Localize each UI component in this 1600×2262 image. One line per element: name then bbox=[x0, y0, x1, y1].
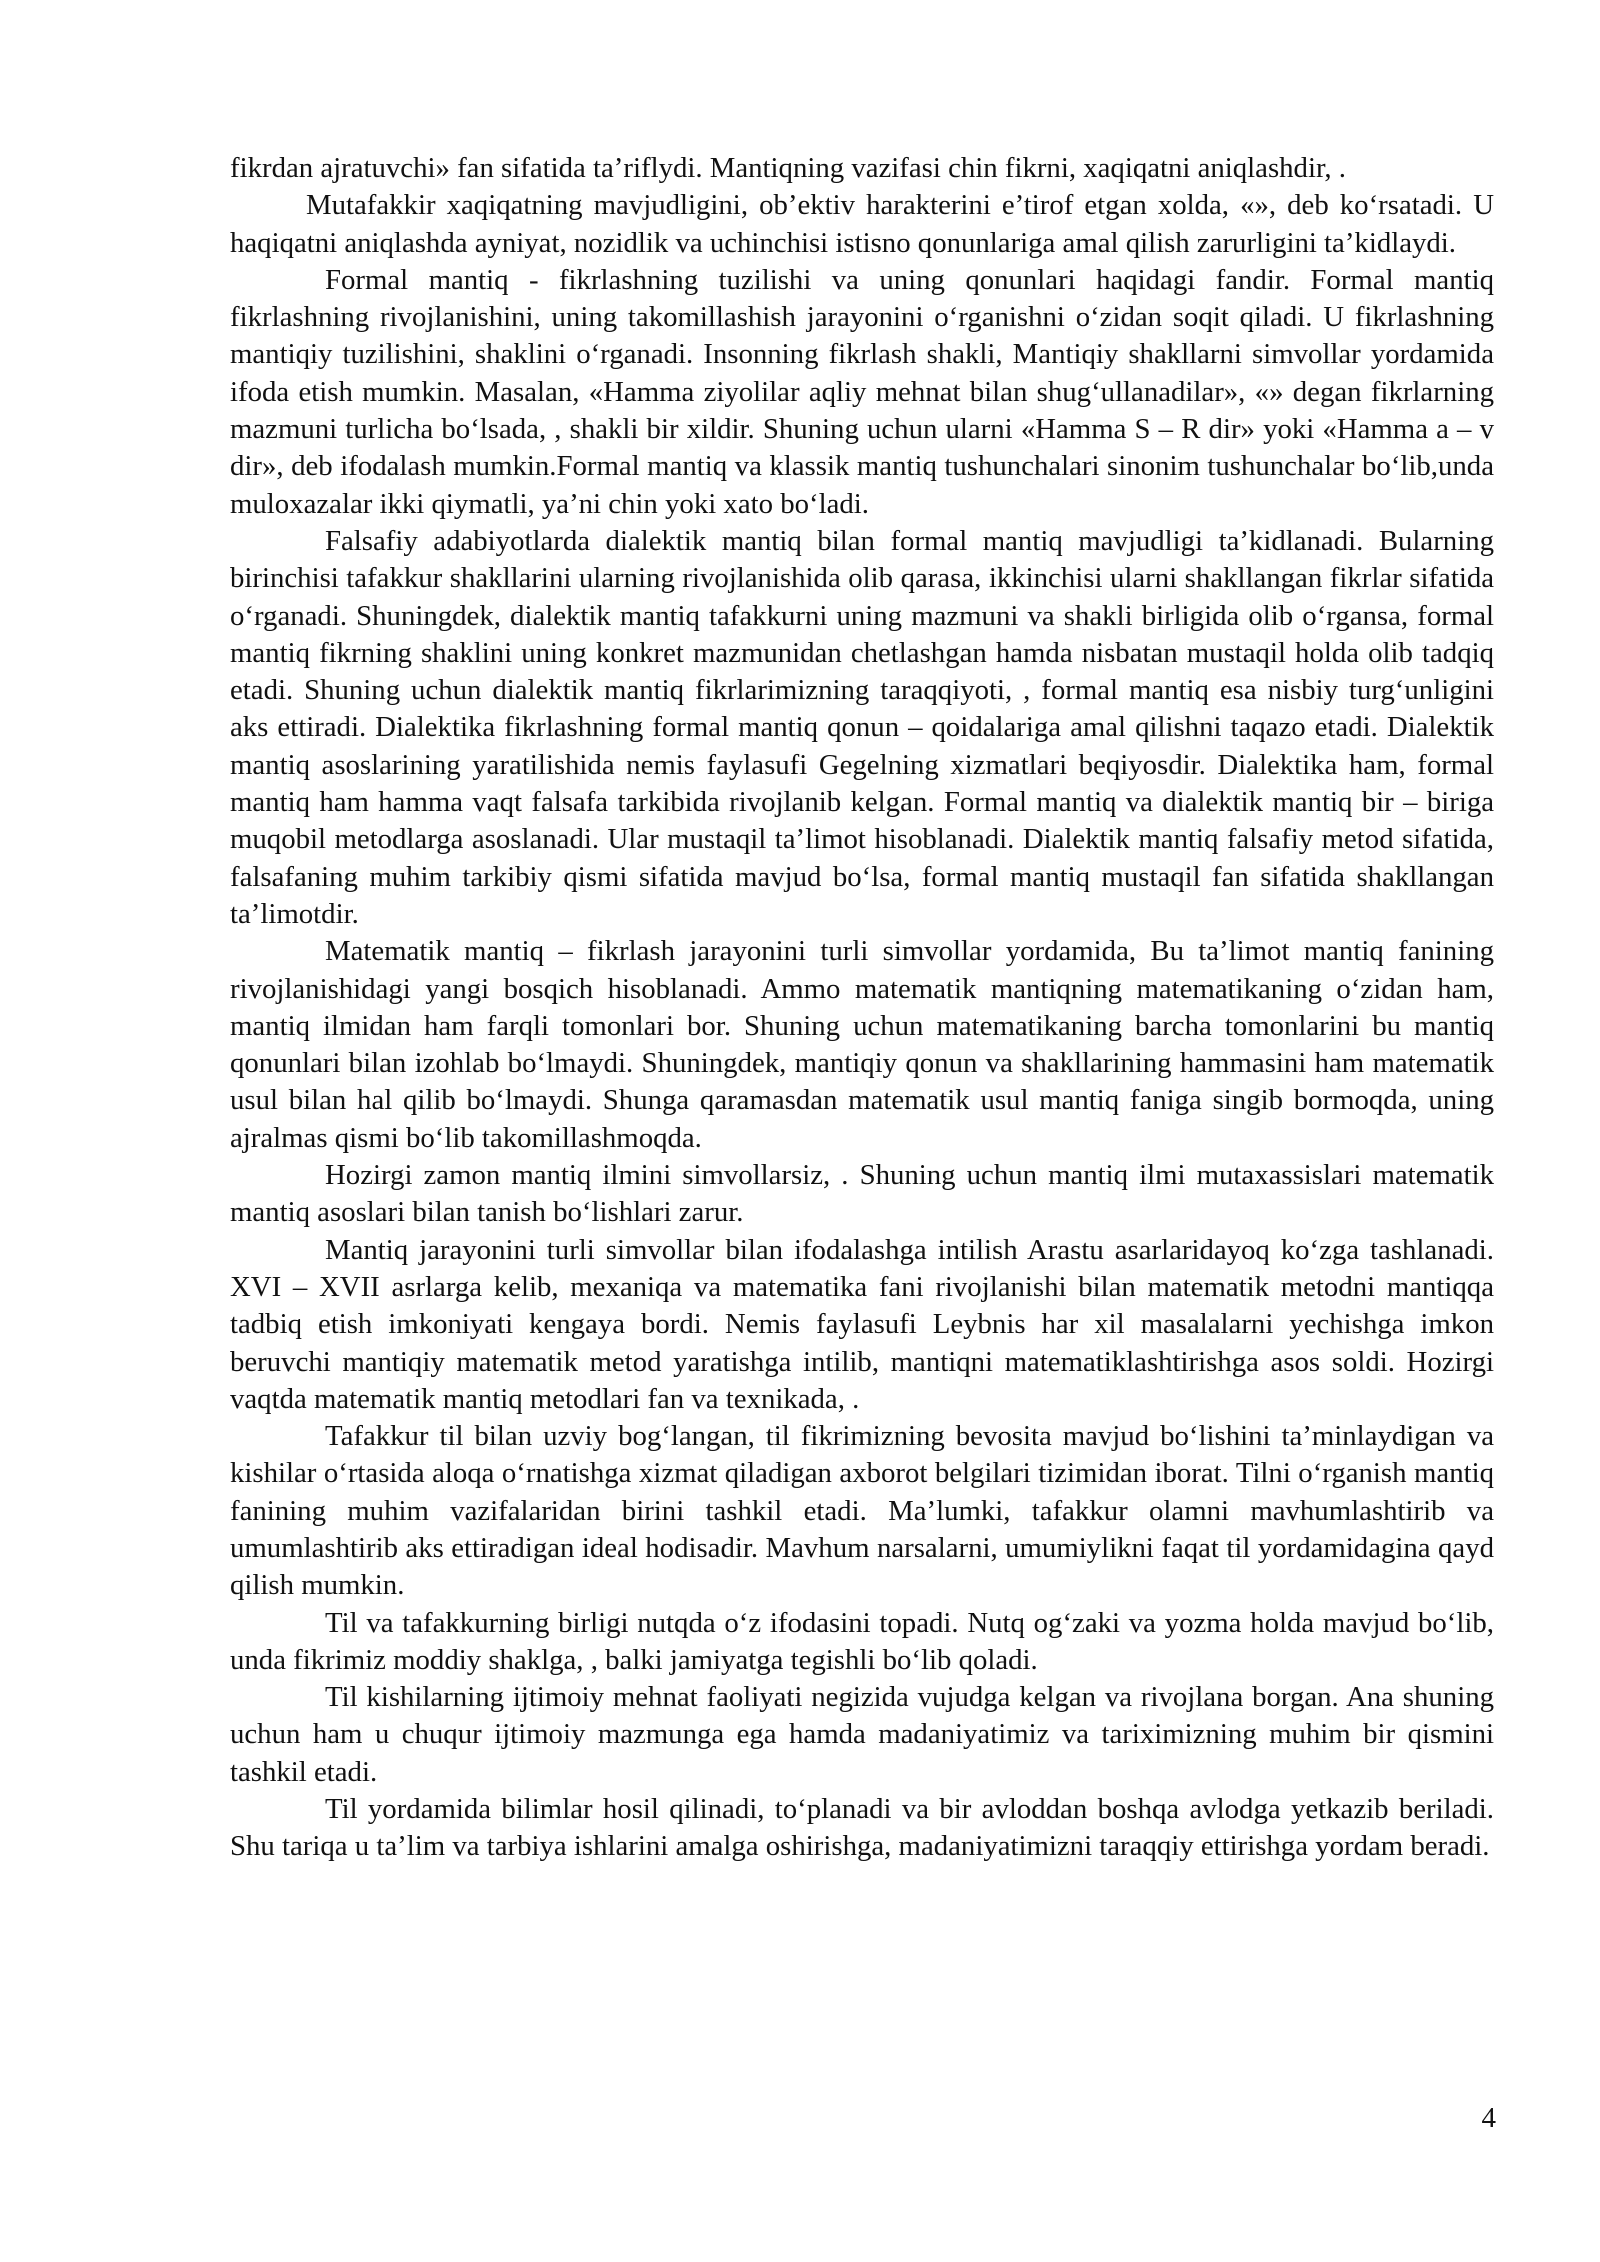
paragraph: Til kishilarning ijtimoiy mehnat faoliyati negizida vujudga kelgan va rivojlana borgan. Ana shuning uchun ham u chuqur ijtimoiy mazmunga ega hamda madaniyatimiz va tariximizning muhim bir qismini tashkil etadi. bbox=[230, 1681, 1494, 1788]
paragraph: Mutafakkir xaqiqatning mavjudligini, ob’ektiv harakterini e’tirof etgan xolda, «», deb ko‘rsatadi. U haqiqatni aniqlashda ayniyat, nozidlik va uchinchisi istisno qonunlariga amal qilish zarurligini ta’kidlaydi. bbox=[230, 189, 1494, 259]
paragraph: Falsafiy adabiyotlarda dialektik mantiq bilan formal mantiq mavjudligi ta’kidlanadi. Bularning birinchisi tafakkur shakllarini ularning rivojlanishida olib qarasa, ikkinchisi ularni shakllangan fikrlar sifatida o‘rganadi. Shuningdek, dialektik mantiq tafakkurni uning mazmuni va shakli birligida olib o‘rgansa, formal mantiq fikrning shaklini uning konkret mazmunidan chetlashgan hamda nisbatan mustaqil holda olib tadqiq etadi. Shuning uchun dialektik mantiq fikrlarimizning taraqqiyoti, , formal mantiq esa nisbiy turg‘unligini aks ettiradi. Dialektika fikrlashning formal mantiq qonun – qoidalariga amal qilishni taqazo etadi. Dialektik mantiq asoslarining yaratilishida nemis faylasufi Gegelning xizmatlari beqiyosdir. Dialektika ham, formal mantiq ham hamma vaqt falsafa tarkibida rivojlanib kelgan. Formal mantiq va dialektik mantiq bir – biriga muqobil metodlarga asoslanadi. Ular mustaqil ta’limot hisoblanadi. Dialektik mantiq falsafiy metod sifatida, falsafaning muhim tarkibiy qismi sifatida mavjud bo‘lsa, formal mantiq mustaqil fan sifatida shakllangan ta’limotdir. bbox=[230, 524, 1494, 930]
paragraph: Tafakkur til bilan uzviy bog‘langan, til fikrimizning bevosita mavjud bo‘lishini ta’minlaydigan va kishilar o‘rtasida aloqa o‘rnatishga xizmat qiladigan axborot belgilari tizimidan iborat. Tilni o‘rganish mantiq fanining muhim vazifalaridan birini tashkil etadi. Ma’lumki, tafakkur olamni mavhumlashtirib va umumlashtirib aks ettiradigan ideal hodisadir. Mavhum narsalarni, umumiylikni faqat til yordamidagina qayd qilish mumkin. bbox=[230, 1420, 1494, 1602]
page-number: 4 bbox=[1481, 2102, 1496, 2134]
paragraph: Matematik mantiq – fikrlash jarayonini turli simvollar yordamida, Bu ta’limot mantiq fanining rivojlanishidagi yangi bosqich hisoblanadi. Ammo matematik mantiqning matematikaning o‘zidan ham, mantiq ilmidan ham farqli tomonlari bor. Shuning uchun matematikaning barcha tomonlarini bu mantiq qonunlari bilan izohlab bo‘lmaydi. Shuningdek, mantiqiy qonun va shakllarining hammasini ham matematik usul bilan hal qilib bo‘lmaydi. Shunga qaramasdan matematik usul mantiq faniga singib bormoqda, uning ajralmas qismi bo‘lib takomillashmoqda. bbox=[230, 935, 1494, 1154]
document-body bbox=[230, 150, 1494, 1866]
paragraph: fikrdan ajratuvchi» fan sifatida ta’riflydi. Mantiqning vazifasi chin fikrni, xaqiqatni aniqlashdir, . bbox=[230, 152, 1346, 184]
paragraph: Til yordamida bilimlar hosil qilinadi, to‘planadi va bir avloddan boshqa avlodga yetkazib beriladi. Shu tariqa u ta’lim va tarbiya ishlarini amalga oshirishga, madaniyatimizni taraqqiy ettirishga yordam beradi. bbox=[230, 1793, 1494, 1863]
paragraph: Til va tafakkurning birligi nutqda o‘z ifodasini topadi. Nutq og‘zaki va yozma holda mavjud bo‘lib, unda fikrimiz moddiy shaklga, , balki jamiyatga tegishli bo‘lib qoladi. bbox=[230, 1606, 1494, 1676]
paragraph: Mantiq jarayonini turli simvollar bilan ifodalashga intilish Arastu asarlaridayoq ko‘zga tashlanadi. XVI – XVII asrlarga kelib, mexaniqa va matematika fani rivojlanishi bilan matematik metodni mantiqqa tadbiq etish imkoniyati kengaya bordi. Nemis faylasufi Leybnis har xil masalalarni yechishga imkon beruvchi mantiqiy matematik metod yaratishga intilib, mantiqni matematiklashtirishga asos soldi. Hozirgi vaqtda matematik mantiq metodlari fan va texnikada, . bbox=[230, 1233, 1494, 1415]
paragraph: Formal mantiq - fikrlashning tuzilishi va uning qonunlari haqidagi fandir. Formal mantiq fikrlashning rivojlanishini, uning takomillashish jarayonini o‘rganishni o‘zidan soqit qiladi. U fikrlashning mantiqiy tuzilishini, shaklini o‘rganadi. Insonning fikrlash shakli, Mantiqiy shakllarni simvollar yordamida ifoda etish mumkin. Masalan, «Hamma ziyolilar aqliy mehnat bilan shug‘ullanadilar», «» degan fikrlarning mazmuni turlicha bo‘lsada, , shakli bir xildir. Shuning uchun ularni «Hamma S – R dir» yoki «Hamma a – v dir», deb ifodalash mumkin.Formal mantiq va klassik mantiq tushunchalari sinonim tushunchalar bo‘lib,unda muloxazalar ikki qiymatli, ya’ni chin yoki xato bo‘ladi. bbox=[230, 263, 1494, 520]
paragraph: Hozirgi zamon mantiq ilmini simvollarsiz, . Shuning uchun mantiq ilmi mutaxassislari matematik mantiq asoslari bilan tanish bo‘lishlari zarur. bbox=[230, 1159, 1494, 1229]
